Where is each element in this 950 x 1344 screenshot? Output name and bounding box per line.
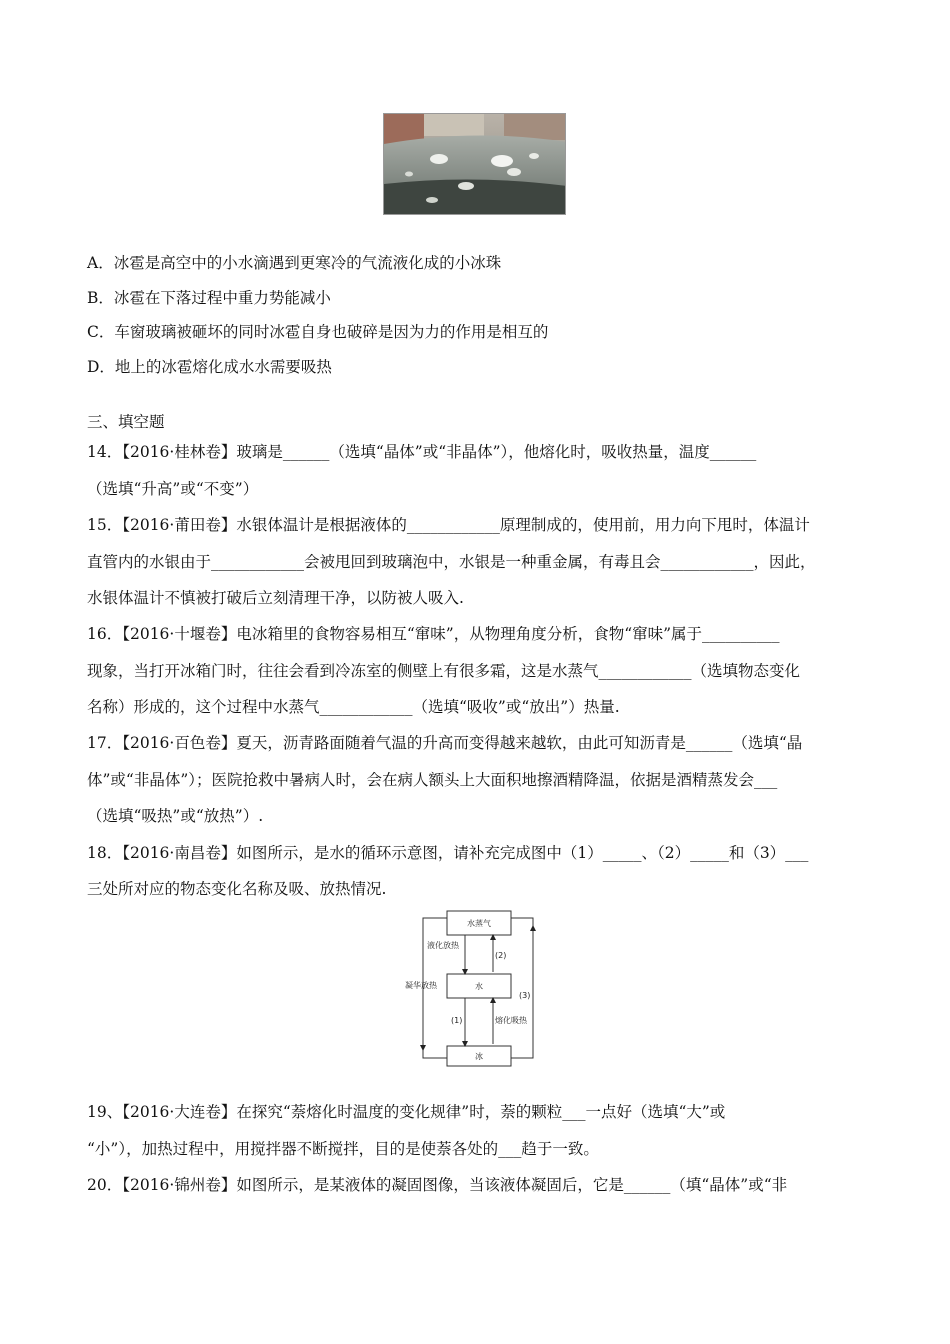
section-title: 三、填空题 (87, 413, 165, 431)
vapor-box-label: 水蒸气 (467, 919, 491, 928)
question-19-line-1: 19、【2016·大连卷】在探究“萘熔化时温度的变化规律”时，萘的颗粒___一点好（选填“大”或 (87, 1103, 726, 1121)
label-1: (1) (451, 1016, 463, 1025)
question-14-line-1: 14．【2016·桂林卷】玻璃是______（选填“晶体”或“非晶体”），他熔化时，吸收热量，温度______ (87, 443, 757, 461)
water-cycle-diagram (405, 908, 545, 1068)
question-15-line-2: 直管内的水银由于____________会被甩回到玻璃泡中，水银是一种重金属，有毒且会____________，因此， (87, 553, 816, 571)
question-17-line-3: （选填“吸热”或“放热”）. (87, 807, 264, 825)
option-a: A．冰雹是高空中的小水滴遇到更寒冷的气流液化成的小冰珠 (87, 254, 502, 272)
question-15-line-1: 15．【2016·莆田卷】水银体温计是根据液体的____________原理制成的，使用前，用力向下甩时，体温计 (87, 516, 810, 534)
question-20-line-1: 20．【2016·锦州卷】如图所示，是某液体的凝固图像，当该液体凝固后，它是______（填“晶体”或“非 (87, 1176, 788, 1194)
hail-car-photo (383, 113, 566, 215)
label-3: (3) (519, 991, 531, 1000)
question-17-line-1: 17．【2016·百色卷】夏天，沥青路面随着气温的升高而变得越来越软，由此可知沥青是______（选填“晶 (87, 734, 803, 752)
question-18-line-2: 三处所对应的物态变化名称及吸、放热情况. (87, 880, 387, 898)
question-16-line-2: 现象，当打开冰箱门时，往往会看到冷冻室的侧壁上有很多霜，这是水蒸气____________（选填物态变化 (87, 662, 801, 680)
question-16-line-1: 16．【2016·十堰卷】电冰箱里的食物容易相互“窜味”，从物理角度分析，食物“窜味”属于__________ (87, 625, 780, 643)
question-15-line-3: 水银体温计不慎被打破后立刻清理干净，以防被人吸入. (87, 589, 464, 607)
question-18-line-1: 18．【2016·南昌卷】如图所示，是水的循环示意图，请补充完成图中（1）_____、（2）_____和（3）___ (87, 844, 809, 862)
ice-box-label: 冰 (475, 1052, 483, 1061)
question-17-line-2: 体”或“非晶体”）；医院抢救中暑病人时，会在病人额头上大面积地擦酒精降温，依据是酒精蒸发会___ (87, 771, 778, 789)
condense-label: 凝华放热 (405, 981, 437, 990)
question-14-line-2: （选填“升高”或“不变”） (87, 480, 259, 498)
melt-label: 熔化吸热 (495, 1016, 527, 1025)
label-2: (2) (495, 951, 507, 960)
option-b: B．冰雹在下落过程中重力势能减小 (87, 289, 331, 307)
liquefy-label: 液化放热 (427, 941, 459, 950)
option-c: C．车窗玻璃被砸坏的同时冰雹自身也破碎是因为力的作用是相互的 (87, 323, 549, 341)
question-16-line-3: 名称）形成的，这个过程中水蒸气____________（选填“吸收”或“放出”）热量. (87, 698, 620, 716)
right-loop-line (511, 918, 533, 1058)
water-box-label: 水 (475, 982, 483, 991)
hail-photo-image (384, 114, 566, 215)
question-19-line-2: “小”），加热过程中，用搅拌器不断搅拌，目的是使萘各处的___趋于一致。 (87, 1140, 599, 1158)
option-d: D．地上的冰雹熔化成水水需要吸热 (87, 358, 332, 376)
